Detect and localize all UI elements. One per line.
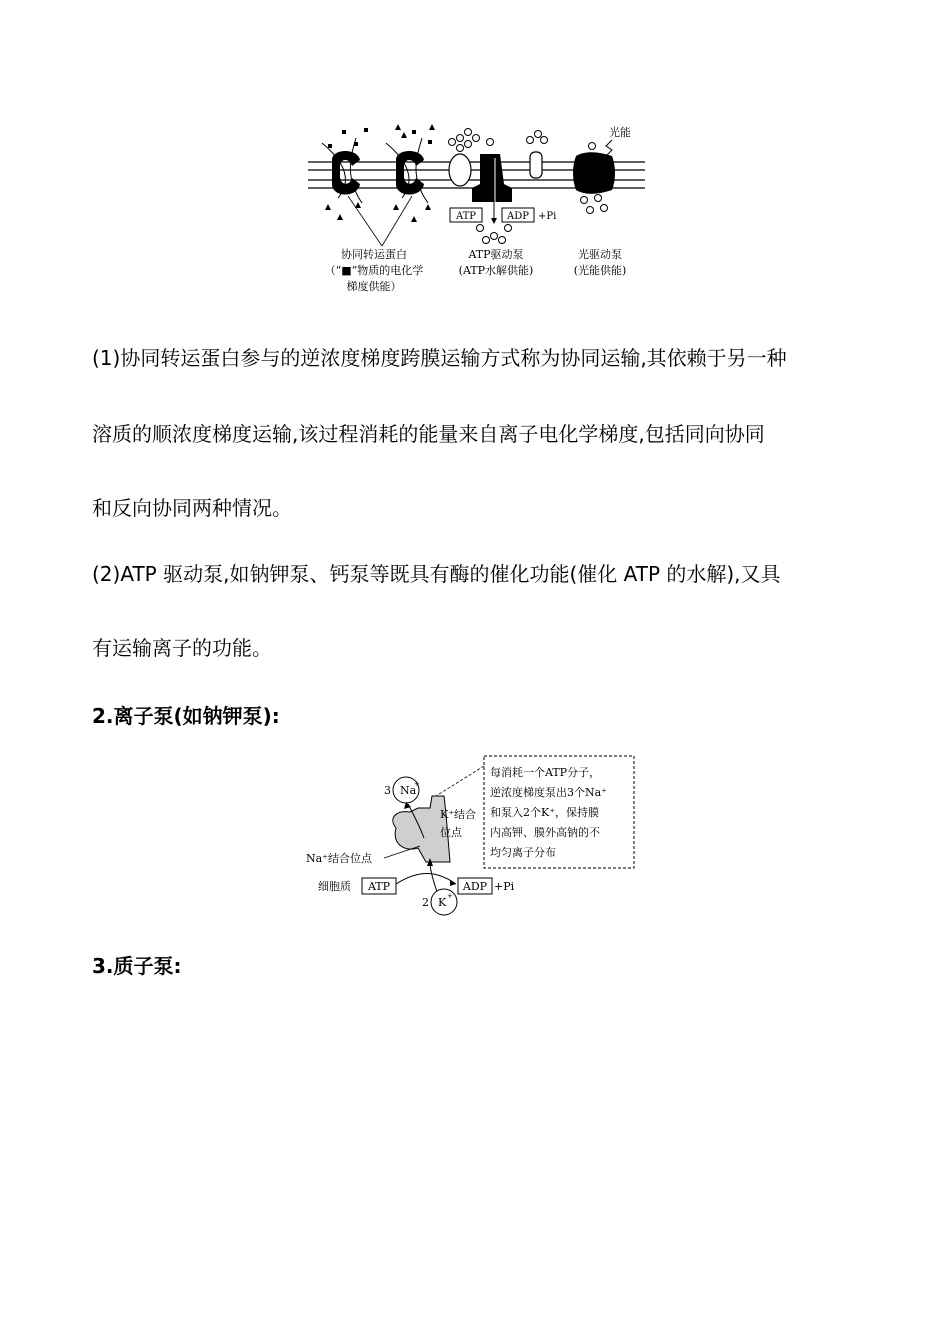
caption-light-line1: 光驱动泵 xyxy=(578,248,622,261)
light-energy-label: 光能 xyxy=(609,126,631,139)
atp-arrow xyxy=(396,874,456,885)
cytoplasm-label: 细胞质 xyxy=(318,880,351,893)
k-count: 2 xyxy=(422,896,429,909)
note-line-2: 逆浓度梯度泵出3个Na⁺ xyxy=(490,786,607,799)
note-line-1: 每消耗一个ATP分子， xyxy=(490,766,601,779)
atp-text: ATP xyxy=(455,211,477,222)
caption-atp-line2: (ATP水解供能) xyxy=(458,264,534,277)
note-line-5: 均匀离子分布 xyxy=(490,846,556,859)
caption-cotransport-line3: 梯度供能） xyxy=(346,280,402,293)
na-site-pointer xyxy=(384,846,420,858)
note-pointer xyxy=(436,766,484,796)
paragraph-1-line-1: (1)协同转运蛋白参与的逆浓度梯度跨膜运输方式称为协同运输,其依赖于另一种 xyxy=(92,346,787,370)
caption-atp-line1: ATP驱动泵 xyxy=(468,248,524,261)
note-line-3: 和泵入2个K⁺，保持膜 xyxy=(490,806,600,819)
pi-text: +Pi xyxy=(538,211,557,222)
atp-text-2: ATP xyxy=(367,880,391,893)
paragraph-2-line-2: 有运输离子的功能。 xyxy=(92,636,272,660)
caption-light-line2: (光能供能) xyxy=(573,264,627,277)
caption-cotransport-line2: （“■”物质的电化学 xyxy=(324,264,424,277)
na-site-label: Na⁺结合位点 xyxy=(306,852,372,865)
adp-text-2: ADP xyxy=(462,880,488,893)
paragraph-2-line-1: (2)ATP 驱动泵,如钠钾泵、钙泵等既具有酶的催化功能(催化 ATP 的水解),又具 xyxy=(92,562,781,586)
k-ion-label: K xyxy=(438,896,447,909)
pi-text-2: +Pi xyxy=(494,880,515,893)
light-driven-pump-protein xyxy=(573,140,615,214)
note-line-4: 内高钾、膜外高钠的不 xyxy=(490,826,600,839)
caption-cotransport-line1: 协同转运蛋白 xyxy=(341,248,407,261)
k-site-line1: K⁺结合 xyxy=(440,808,477,821)
k-site-line2: 位点 xyxy=(440,826,462,839)
transport-diagram xyxy=(300,118,650,298)
solute-markers xyxy=(325,124,435,222)
k-superscript: + xyxy=(447,892,453,900)
paragraph-1-line-3: 和反向协同两种情况。 xyxy=(92,496,292,520)
heading-ion-pump: 2.离子泵(如钠钾泵): xyxy=(92,704,280,728)
adp-text: ADP xyxy=(507,211,529,222)
paragraph-1-line-2: 溶质的顺浓度梯度运输,该过程消耗的能量来自离子电化学梯度,包括同向协同 xyxy=(92,422,765,446)
na-count: 3 xyxy=(384,784,391,797)
heading-proton-pump: 3.质子泵: xyxy=(92,954,182,978)
sodium-potassium-pump-diagram xyxy=(300,752,640,922)
na-superscript: + xyxy=(414,780,420,788)
na-ion-label: Na xyxy=(400,784,417,797)
